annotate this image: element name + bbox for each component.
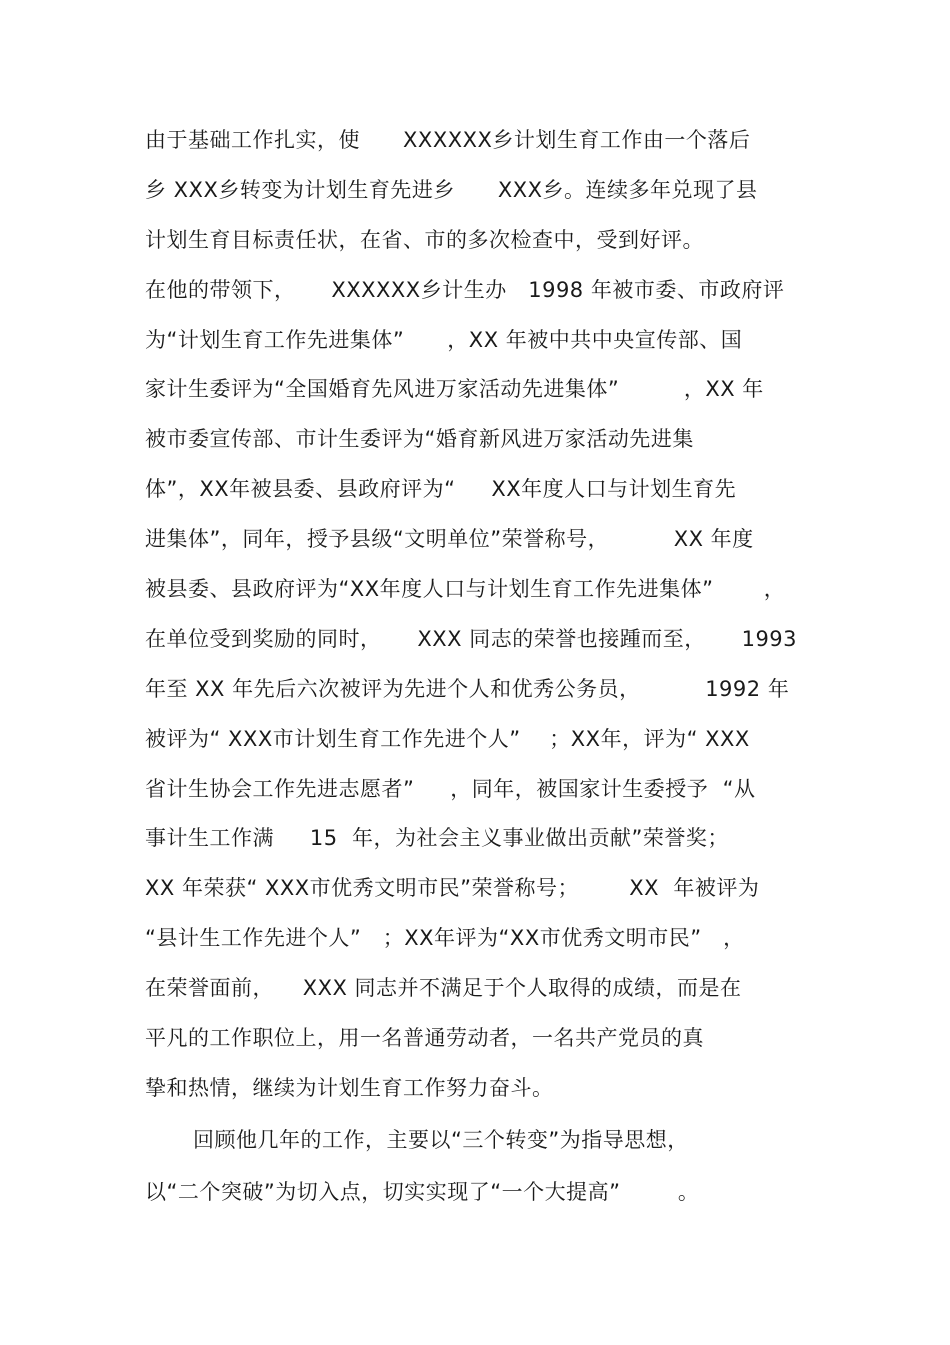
text-line: 计划生育目标责任状，在省、市的多次检查中，受到好评。 [145,227,704,252]
text-line: 进集体”，同年，授予县级“文明单位”荣誉称号， XX 年度 [145,527,754,552]
text-line: 挚和热情，继续为计划生育工作努力奋斗。 [145,1075,554,1100]
text-line: 体”，XX年被县委、县政府评为“ XX年度人口与计划生育先 [145,477,737,502]
text-line: 被市委宣传部、市计生委评为“婚育新风进万家活动先进集 [145,427,694,452]
text-line: 在荣誉面前， XXX 同志并不满足于个人取得的成绩，而是在 [145,976,742,1001]
text-line: 平凡的工作职位上，用一名普通劳动者，一名共产党员的真 [145,1026,704,1051]
text-line: 乡 XXX乡转变为计划生育先进乡 XXX乡。连续多年兑现了县 [145,177,758,202]
text-line: 回顾他几年的工作，主要以“三个转变”为指导思想， [193,1127,689,1152]
body-text [145,119,845,1221]
text-line: 年至 XX 年先后六次被评为先进个人和优秀公务员， 1992 年 [145,676,790,701]
text-line: 被评为“ XXX市计划生育工作先进个人” ；XX年，评为“ XXX [145,726,750,751]
text-line: XX 年荣获“ XXX市优秀文明市民”荣誉称号； XX 年被评为 [145,876,760,901]
text-line: 事计生工作满 15 年，为社会主义事业做出贡献”荣誉奖； [145,826,729,851]
text-line: 家计生委评为“全国婚育先风进万家活动先进集体” ，XX 年 [145,377,764,402]
text-line: 由于基础工作扎实，使 XXXXXX乡计划生育工作由一个落后 [145,128,751,152]
text-line: 省计生协会工作先进志愿者” ，同年，被国家计生委授予 “从 [145,776,756,801]
text-line: 在单位受到奖励的同时， XXX 同志的荣誉也接踵而至， 1993 [145,626,798,651]
text-line: “县计生工作先进个人” ；XX年评为“XX市优秀文明市民” ， [145,926,745,951]
text-line: 以“二个突破”为切入点，切实实现了“一个大提高” 。 [145,1179,700,1204]
text-line: 被县委、县政府评为“XX年度人口与计划生育工作先进集体” ， [145,577,786,602]
text-line: 为“计划生育工作先进集体” ，XX 年被中共中央宣传部、国 [145,327,743,352]
text-line: 在他的带领下， XXXXXX乡计生办 1998 年被市委、市政府评 [145,277,785,302]
